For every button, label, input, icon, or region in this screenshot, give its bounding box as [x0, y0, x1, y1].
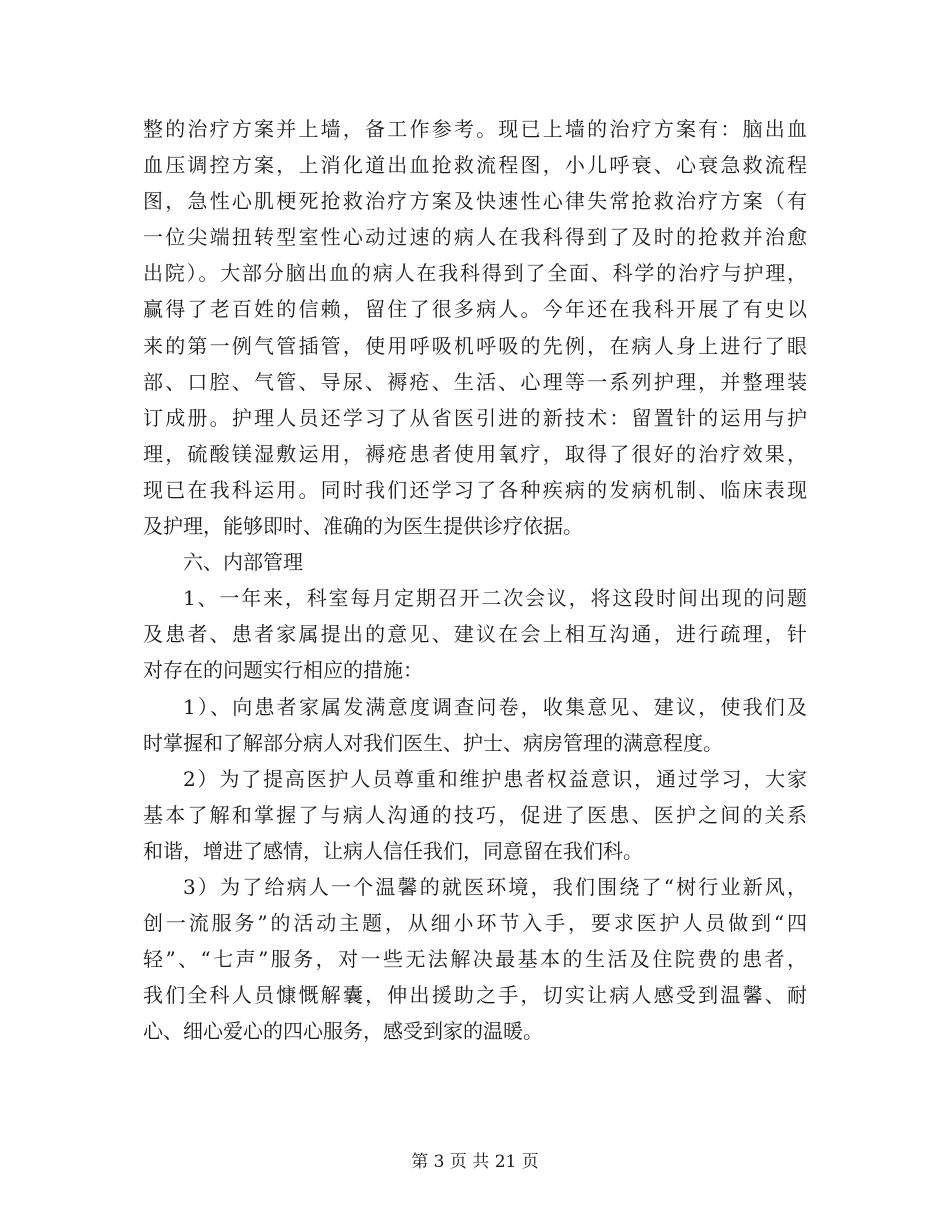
text-line: 图，急性心肌梗死抢救治疗方案及快速性心律失常抢救治疗方案（有: [143, 189, 807, 214]
text-line: 基本了解和掌握了与病人沟通的技巧，促进了医患、医护之间的关系: [143, 802, 807, 827]
page-number-footer: 第 3 页 共 21 页: [411, 1152, 539, 1172]
body-text: [143, 111, 807, 1049]
text-line: 来的第一例气管插管，使用呼吸机呼吸的先例，在病人身上进行了眼: [143, 333, 807, 358]
text-line: 部、口腔、气管、导尿、褥疮、生活、心理等一系列护理，并整理装: [143, 369, 807, 394]
text-line: 现已在我科运用。同时我们还学习了各种疾病的发病机制、临床表现: [143, 477, 807, 502]
text-line: 及护理，能够即时、准确的为医生提供诊疗依据。: [143, 514, 583, 539]
text-line: 订成册。护理人员还学习了从省医引进的新技术：留置针的运用与护: [143, 405, 807, 430]
text-line: 及患者、患者家属提出的意见、建议在会上相互沟通，进行疏理，针: [143, 622, 807, 647]
text-line: 对存在的问题实行相应的措施：: [143, 658, 423, 683]
text-line: 出院）。大部分脑出血的病人在我科得到了全面、科学的治疗与护理，: [143, 261, 807, 286]
text-line: 3）为了给病人一个温馨的就医环境，我们围绕了“树行业新风，: [183, 874, 807, 899]
section-heading: 六、内部管理: [183, 550, 303, 575]
text-line: 理，硫酸镁湿敷运用，褥疮患者使用氧疗，取得了很好的治疗效果，: [143, 441, 807, 466]
text-line: 整的治疗方案并上墙，备工作参考。现已上墙的治疗方案有：脑出血: [143, 117, 807, 141]
text-line: 时掌握和了解部分病人对我们医生、护士、病房管理的满意程度。: [143, 730, 723, 755]
text-line: 一位尖端扭转型室性心动过速的病人在我科得到了及时的抢救并治愈: [143, 225, 807, 250]
text-line: 血压调控方案，上消化道出血抢救流程图，小儿呼衰、心衰急救流程: [143, 153, 807, 178]
text-line: 心、细心爱心的四心服务，感受到家的温暖。: [143, 1019, 543, 1044]
text-line: 和谐，增进了感情，让病人信任我们，同意留在我们科。: [143, 838, 643, 863]
text-line: 我们全科人员慷慨解囊，伸出援助之手，切实让病人感受到温馨、耐: [143, 983, 807, 1008]
text-line: 轻”、“七声”服务，对一些无法解决最基本的生活及住院费的患者，: [143, 947, 807, 972]
text-line: 1）、向患者家属发满意度调查问卷，收集意见、建议，使我们及: [183, 694, 807, 719]
text-line: 2）为了提高医护人员尊重和维护患者权益意识，通过学习，大家: [183, 766, 807, 791]
text-line: 赢得了老百姓的信赖，留住了很多病人。今年还在我科开展了有史以: [143, 297, 807, 322]
text-line: 创一流服务”的活动主题，从细小环节入手，要求医护人员做到“四: [143, 911, 807, 936]
text-line: 1、一年来，科室每月定期召开二次会议，将这段时间出现的问题: [183, 586, 807, 611]
